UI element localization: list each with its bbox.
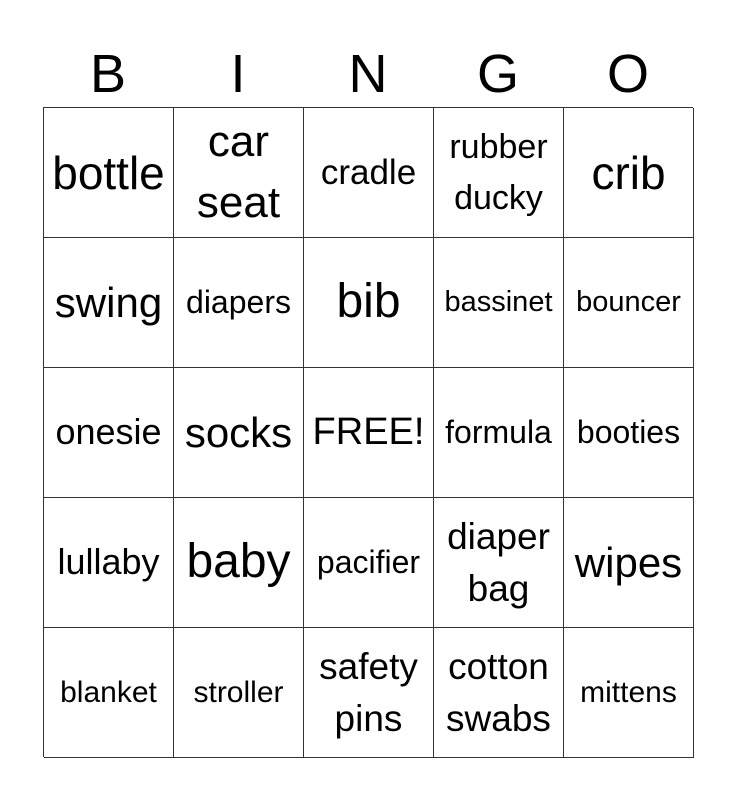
cell-label: crib xyxy=(591,146,666,199)
cell-label: lullaby xyxy=(57,541,160,583)
cell-label: bib xyxy=(336,275,401,329)
cell-label: swing xyxy=(54,278,163,326)
bingo-cell[interactable] xyxy=(174,368,304,498)
cell-label: cradle xyxy=(320,152,417,192)
bingo-cell[interactable] xyxy=(564,368,694,498)
bingo-cell[interactable] xyxy=(564,498,694,628)
bingo-cell[interactable] xyxy=(304,498,434,628)
cell-label: bouncer xyxy=(576,286,681,318)
cell-label: diaper bag xyxy=(447,515,550,609)
bingo-cell[interactable] xyxy=(44,628,174,758)
header-letter-o: O xyxy=(606,44,649,104)
bingo-cell[interactable] xyxy=(434,368,564,498)
bingo-cell[interactable] xyxy=(44,498,174,628)
cell-label: pacifier xyxy=(316,544,421,580)
cell-label: mittens xyxy=(580,675,677,709)
cell-label: onesie xyxy=(55,411,162,453)
cell-label: stroller xyxy=(193,675,284,709)
bingo-cell[interactable] xyxy=(564,108,694,238)
cell-label: blanket xyxy=(60,675,157,709)
bingo-cell[interactable] xyxy=(304,628,434,758)
bingo-cell[interactable] xyxy=(434,108,564,238)
bingo-cell[interactable] xyxy=(44,368,174,498)
bingo-cell[interactable] xyxy=(564,628,694,758)
bingo-cell[interactable] xyxy=(174,498,304,628)
cell-label: FREE! xyxy=(312,410,425,453)
cell-label: bottle xyxy=(52,146,165,199)
cell-label: cotton swabs xyxy=(446,645,551,739)
header-letter-g: G xyxy=(476,44,519,104)
bingo-cell[interactable] xyxy=(564,238,694,368)
bingo-cell[interactable] xyxy=(174,108,304,238)
cell-label: car seat xyxy=(196,116,281,227)
bingo-cell[interactable] xyxy=(304,108,434,238)
header-letter-i: I xyxy=(230,44,246,104)
bingo-board xyxy=(43,107,693,757)
cell-label: booties xyxy=(576,414,681,450)
header-letter-n: N xyxy=(348,44,388,104)
cell-label: rubber ducky xyxy=(449,127,548,217)
bingo-cell[interactable] xyxy=(434,498,564,628)
cell-label: bassinet xyxy=(444,286,553,318)
bingo-cell[interactable] xyxy=(174,628,304,758)
bingo-header xyxy=(43,40,693,108)
cell-label: baby xyxy=(186,535,291,589)
cell-label: formula xyxy=(445,414,552,450)
cell-label: safety pins xyxy=(319,645,418,739)
bingo-cell[interactable] xyxy=(44,108,174,238)
bingo-cell[interactable] xyxy=(304,368,434,498)
cell-label: socks xyxy=(184,408,293,456)
header-letter-b: B xyxy=(89,44,127,104)
cell-label: diapers xyxy=(186,284,291,320)
bingo-cell[interactable] xyxy=(304,238,434,368)
cell-label: wipes xyxy=(574,538,683,586)
bingo-cell[interactable] xyxy=(174,238,304,368)
bingo-cell[interactable] xyxy=(44,238,174,368)
bingo-cell[interactable] xyxy=(434,238,564,368)
bingo-cell[interactable] xyxy=(434,628,564,758)
